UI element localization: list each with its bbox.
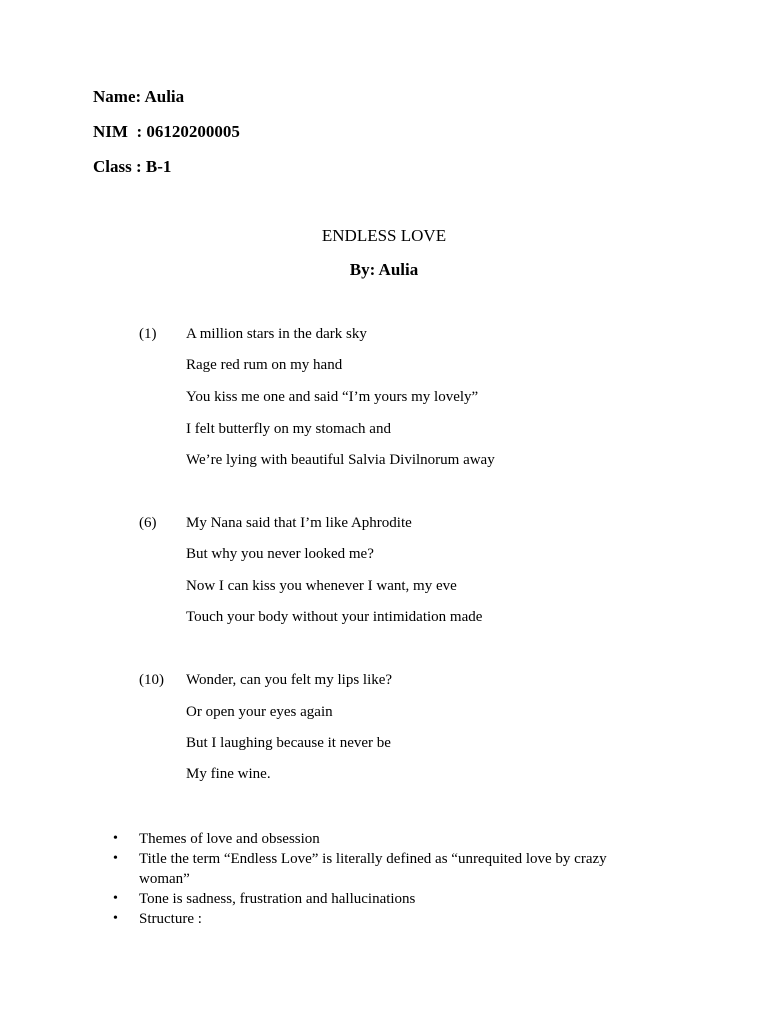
- poem-line: Rage red rum on my hand: [186, 357, 343, 373]
- note-text: Title the term “Endless Love” is literally defined as “unrequited love by crazy woman”: [139, 851, 607, 887]
- poem-line: Or open your eyes again: [186, 704, 333, 720]
- list-item: [113, 889, 633, 909]
- stanza-number: (1): [139, 326, 157, 342]
- note-text: Structure :: [139, 911, 202, 927]
- bullet-icon: •: [113, 911, 118, 926]
- poem-line: Wonder, can you felt my lips like?: [186, 672, 393, 688]
- poem-line: Touch your body without your intimidation made: [186, 609, 483, 625]
- list-item: [113, 849, 633, 889]
- student-nim: NIM : 06120200005: [93, 122, 240, 141]
- poem-line: You kiss me one and said “I’m yours my lovely”: [186, 389, 479, 405]
- poem-line: My Nana said that I’m like Aphrodite: [186, 515, 412, 531]
- poem-line: I felt butterfly on my stomach and: [186, 421, 391, 437]
- poem-line: My fine wine.: [186, 766, 271, 782]
- stanza-number: (6): [139, 515, 157, 531]
- list-item: [113, 829, 633, 849]
- poem-line: But why you never looked me?: [186, 546, 374, 562]
- student-name: Name: Aulia: [93, 87, 185, 106]
- bullet-icon: •: [113, 851, 118, 866]
- poem-line: A million stars in the dark sky: [186, 326, 367, 342]
- note-text: Tone is sadness, frustration and hallucinations: [139, 891, 416, 907]
- student-class: Class : B-1: [93, 157, 172, 176]
- bullet-icon: •: [113, 891, 118, 906]
- note-text: Themes of love and obsession: [139, 831, 320, 847]
- poem-line: We’re lying with beautiful Salvia Divilnorum away: [186, 452, 495, 468]
- poem-line: Now I can kiss you whenever I want, my eve: [186, 578, 457, 594]
- poem-line: But I laughing because it never be: [186, 735, 391, 751]
- analysis-notes-list: [113, 829, 633, 929]
- stanza-number: (10): [139, 672, 164, 688]
- bullet-icon: •: [113, 831, 118, 846]
- list-item: [113, 909, 633, 929]
- poem-byline: By: Aulia: [349, 260, 419, 279]
- poem-title: ENDLESS LOVE: [321, 226, 447, 245]
